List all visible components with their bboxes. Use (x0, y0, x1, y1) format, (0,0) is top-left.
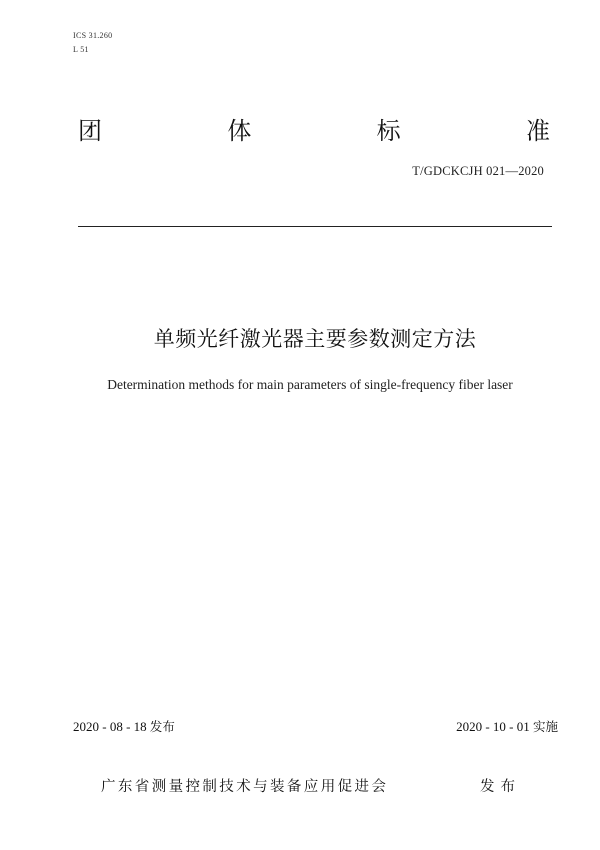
standard-type-heading (78, 114, 550, 148)
issuer-name: 广东省测量控制技术与装备应用促进会 (101, 779, 389, 795)
standard-type-char-4: 准 (525, 117, 550, 145)
standard-type-char-3: 标 (376, 117, 401, 145)
standard-number: T/GDCKCJH 021—2020 (412, 164, 544, 178)
ics-code: ICS 31.260 (73, 31, 113, 40)
standard-type-char-2: 体 (227, 117, 252, 145)
implement-date-block (456, 718, 558, 736)
publish-date-block (73, 718, 175, 736)
ccs-code: L 51 (73, 45, 89, 54)
implement-date: 2020 - 10 - 01 (456, 719, 530, 734)
standard-type-char-1: 团 (78, 117, 102, 145)
implement-label: 实施 (532, 719, 558, 734)
publish-date: 2020 - 08 - 18 (73, 719, 147, 734)
document-title-zh: 单频光纤激光器主要参数测定方法 (153, 327, 477, 351)
issuer-action: 发布 (480, 779, 521, 795)
document-title-en: Determination methods for main parameters of single-frequency fiber laser (107, 377, 513, 392)
publish-label: 发布 (149, 719, 175, 734)
header-divider (78, 226, 552, 227)
